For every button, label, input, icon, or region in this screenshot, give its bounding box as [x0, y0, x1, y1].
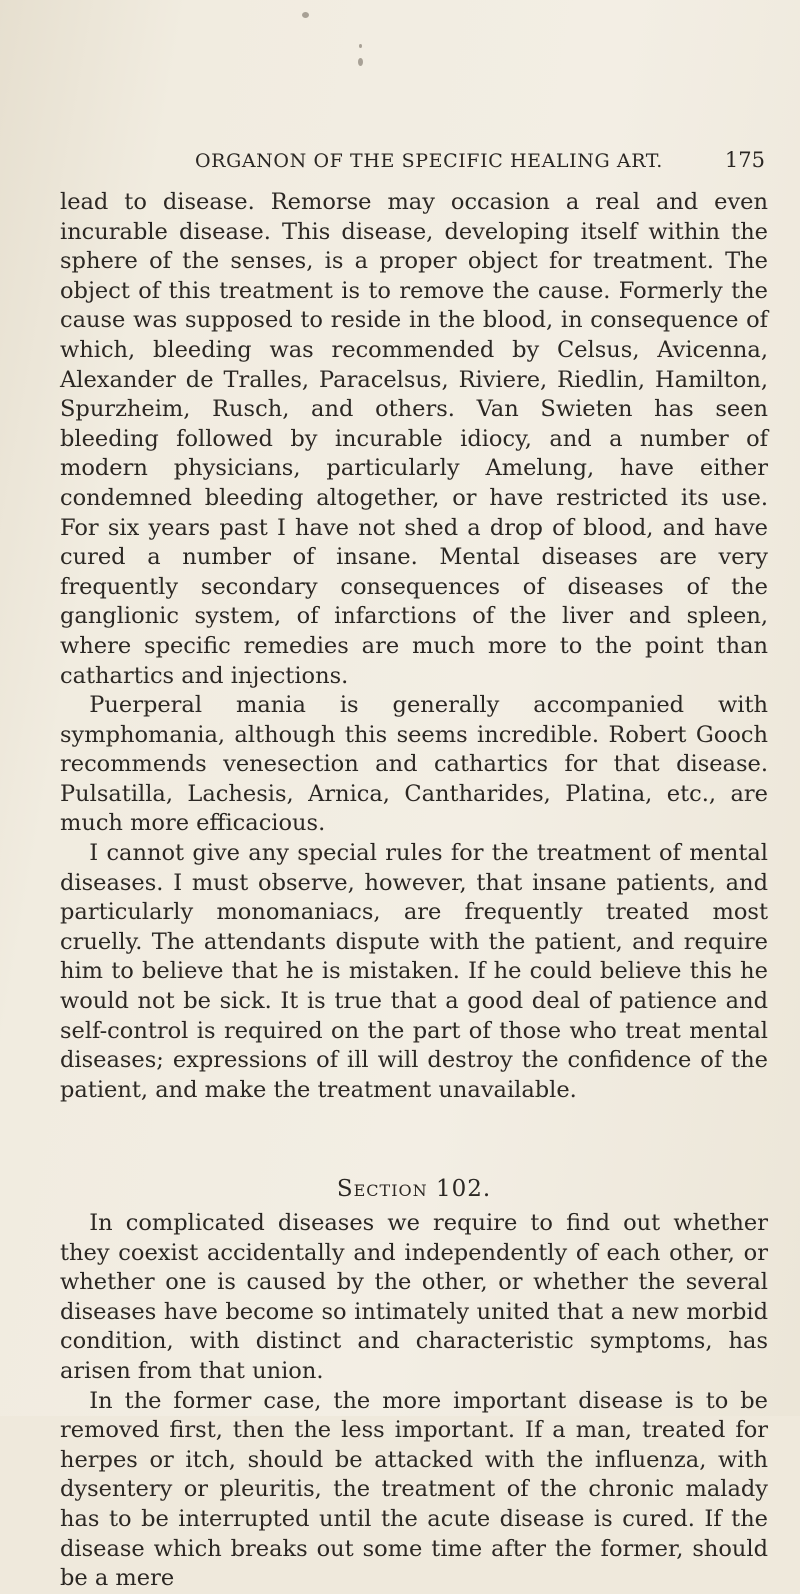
page-number: 175	[724, 148, 765, 172]
running-head: ORGANON OF THE SPECIFIC HEALING ART.	[195, 150, 663, 172]
section-heading: Section 102.	[336, 1176, 492, 1203]
paragraph: I cannot give any special rules for the treatment of mental diseases. I must observe, however, that insane patients, and particularly monomaniacs, are frequently treated most cruelly. The attendants dispute with the patient, and require him to believe that he is mistaken. If he could believe this he would not be sick. It is true that a good deal of patience and self-control is required on the part of those who treat mental diseases; expressions of ill will destroy the confidence of the patient, and make the treatment unavailable.	[60, 840, 768, 1103]
paragraph: In the former case, the more important disease is to be removed first, then the less important. If a man, treated for herpes or itch, should be attacked with the influenza, with dysentery or pleuritis, the treatment of the chronic malady has to be interrupted until the acute disease is cured. If the disease which breaks out some time after the former, should be a mere	[60, 1387, 768, 1592]
paragraph: Puerperal mania is generally accompanied with symphomania, although this seems incredible. Robert Gooch recommends venesection and cathartics for that disease. Pulsatilla, Lachesis, Arnica, Cantharides, Platina, etc., are much more efficacious.	[60, 692, 768, 837]
paper-speck	[359, 44, 362, 48]
paragraph: lead to disease. Remorse may occasion a real and even incurable disease. This disease, developing itself within the sphere of the senses, is a proper object for treatment. The object of this treatment is to remove the cause. Formerly the cause was supposed to reside in the blood, in consequence of which, bleeding was recommended by Celsus, Avicenna, Alexander de Tralles, Paracelsus, Riviere, Riedlin, Hamilton, Spurzheim, Rusch, and others. Van Swieten has seen bleeding followed by incurable idiocy, and a number of modern physicians, particularly Amelung, have either condemned bleeding altogether, or have restricted its use. For six years past I have not shed a drop of blood, and have cured a number of insane. Mental diseases are very frequently secondary consequences of diseases of the ganglionic system, of infarctions of the liver and spleen, where specific remedies are much more to the point than cathartics and injections.	[60, 189, 768, 689]
paper-speck	[358, 58, 363, 66]
body-text	[60, 188, 768, 1594]
paper-speck	[302, 12, 309, 18]
page-header	[195, 146, 765, 182]
paragraph: In complicated diseases we require to find out whether they coexist accidentally and independently of each other, or whether one is caused by the other, or whether the several diseases have become so intimately united that a new morbid condition, with distinct and characteristic symptoms, has arisen from that union.	[60, 1210, 768, 1384]
